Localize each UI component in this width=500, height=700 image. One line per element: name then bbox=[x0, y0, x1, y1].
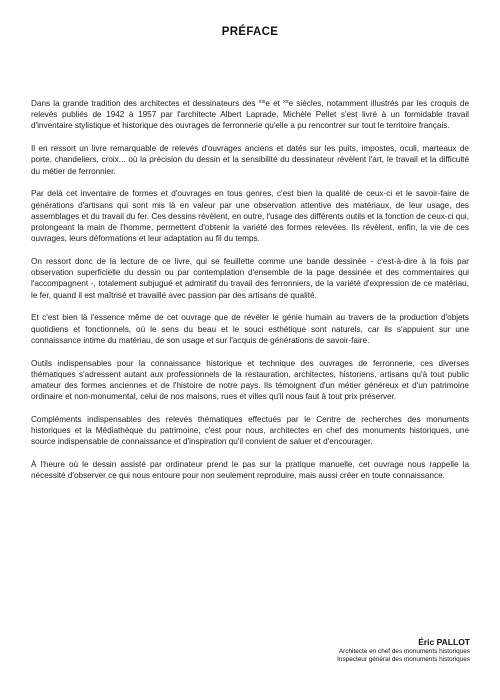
paragraph-4: On ressort donc de la lecture de ce livre, qui se feuillette comme une bande dessinée - c'est-à-dire à la fois par observation superficielle du dessin ou par contemplation d'ensemble de la page dessinée et des commentaires qui l'accompagnent -, totalement subjugué et admiratif du travail des ferronniers, de la variété d'expression de ce matériau, le fer, quand il est maîtrisé et travaillé avec passion par des artisans de qualité. bbox=[31, 257, 469, 300]
century-19-numeral: xix bbox=[258, 99, 266, 105]
paragraph-5: Et c'est bien là l'essence même de cet ouvrage que de révéler le génie humain au travers de la production d'objets quotidiens et fonctionnels, où le sens du beau et le souci esthétique sont naturels, car ils s'appuient sur une connaissance intime du matériau, de son usage et sur l'acquis de générations de savoir-faire. bbox=[31, 313, 469, 345]
paragraph-1-text-end: e siècles, notamment illustrés par les croquis de relevés publiés de 1942 à 1957 par l'architecte Albert Laprade, Michèle Pellet s'est livré à un formidable travail d'inventaire stylistique et historique des ouvrages de ferronnerie qu'elle a pu rencontrer sur tout le territoire français. bbox=[31, 99, 470, 131]
signature-block bbox=[337, 636, 470, 664]
century-20-numeral: xx bbox=[283, 99, 289, 105]
author-role-2: Inspecteur général des monuments historiques bbox=[337, 656, 470, 664]
preface-body bbox=[31, 98, 469, 493]
paragraph-1-text-mid: e et bbox=[265, 99, 284, 108]
paragraph-8: À l'heure où le dessin assisté par ordinateur prend le pas sur la pratique manuelle, cet ouvrage nous rappelle la nécessité d'observer ce qui nous entoure pour non seulement reproduire, mais aussi créer en toute connaissance. bbox=[31, 460, 469, 481]
page-title: PRÉFACE bbox=[221, 26, 279, 38]
paragraph-7: Compléments indispensables des relevés thématiques effectués par le Centre de recherches des monuments historiques et la Médiathèque du patrimoine, c'est pour nous, architectes en chef des monuments historiques, une source indispensable de connaissance et d'inspiration qu'il convient de saluer et d'encourager. bbox=[31, 415, 469, 447]
paragraph-1-text-start: Dans la grande tradition des architectes et dessinateurs des bbox=[31, 99, 259, 108]
author-role-1: Architecte en chef des monuments historiques bbox=[338, 648, 470, 655]
paragraph-1 bbox=[31, 98, 469, 132]
paragraph-6: Outils indispensables pour la connaissance historique et technique des ouvrages de ferronnerie, ces diverses thématiques s'adressent autant aux professionnels de la restauration, architectes, historiens, artisans qu'à tout public amateur des formes anciennes et de l'histoire de notre pays. Ils témoignent d'un métier généreux et d'un patrimoine ordinaire et non-monumental, celui de nos maisons, rues et villes qu'il nous faut à tout prix préserver. bbox=[31, 358, 469, 402]
paragraph-2: Il en ressort un livre remarquable de relevés d'ouvrages anciens et datés sur les puits, impostes, oculi, marteaux de porte, chandeliers, croix... où la précision du dessin et la sensibilité du dessinateur révèlent l'art, le travail et la difficulté du métier de ferronnier. bbox=[31, 144, 469, 176]
author-name: Éric PALLOT bbox=[418, 637, 470, 647]
paragraph-3: Par delà cet inventaire de formes et d'ouvrages en tous genres, c'est bien la qualité de ceux-ci et le savoir-faire de générations d'artisans qui sont mis là en valeur par une observation attentive des matériaux, de leur usage, des assemblages et du travail du fer. Ces dessins révèlent, en outre, l'usage des différents outils et la fonction de ceux-ci qui, prolongeant la main de l'homme, permettent d'obtenir la variété des formes relevées. Ils révèlent, enfin, la vie de ces ouvrages, leurs déformations et leur adaptation au fil du temps. bbox=[31, 189, 469, 244]
